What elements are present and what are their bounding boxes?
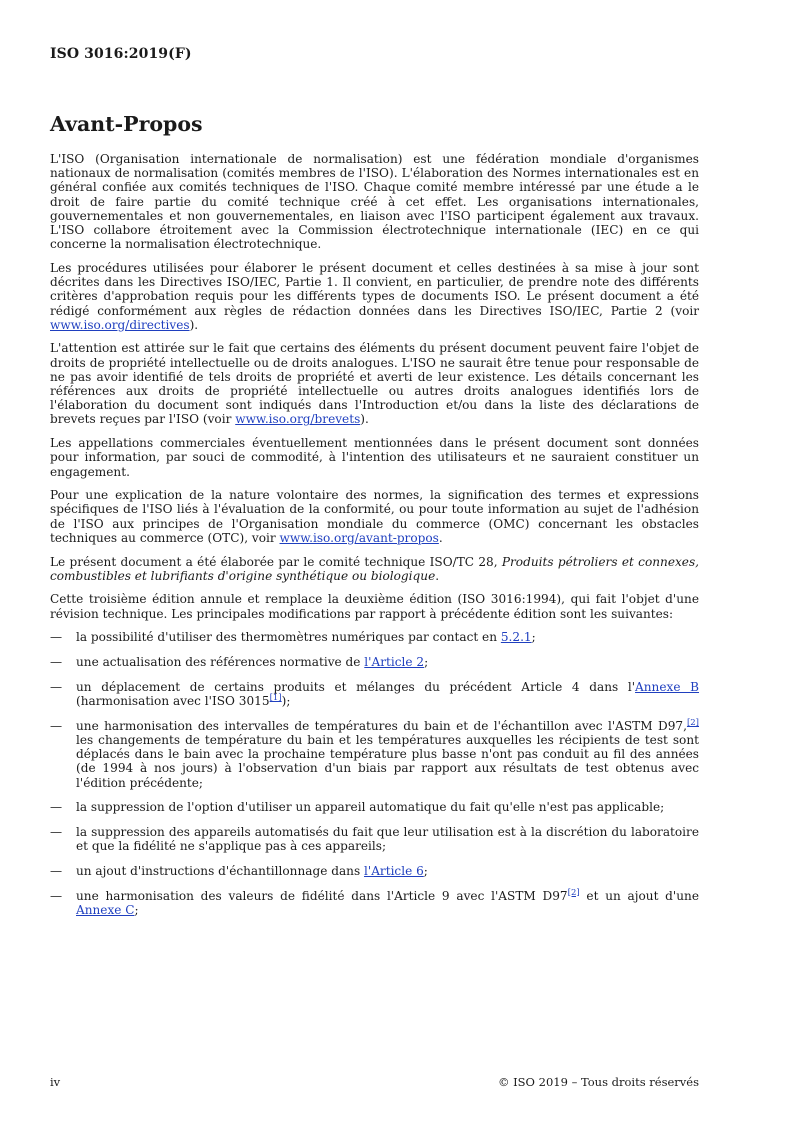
article-2-link[interactable]: l'Article 2: [364, 655, 425, 670]
annexe-b-link[interactable]: Annexe B: [635, 679, 699, 694]
dash-bullet: —: [50, 863, 63, 878]
text: la suppression des appareils automatisés du fait que leur utilisation est à la discrétion du laboratoire et que la fidélité ne s'applique pas à ces appareils;: [76, 824, 699, 854]
text: la suppression de l'option d'utiliser un appareil automatique du fait qu'elle n'est pas applicable;: [76, 800, 665, 815]
avant-propos-link[interactable]: www.iso.org/avant-propos: [279, 530, 439, 545]
text: la possibilité d'utiliser des thermomètres numériques par contact en: [76, 630, 501, 645]
paragraph: [50, 341, 699, 426]
dash-bullet: —: [50, 888, 63, 903]
clause-5-2-1-link[interactable]: 5.2.1: [500, 630, 532, 645]
dash-bullet: —: [50, 800, 63, 815]
paragraph: [50, 555, 699, 583]
document-id: ISO 3016:2019(F): [50, 46, 192, 62]
text: ;: [423, 863, 428, 878]
text: ).: [189, 317, 199, 332]
text: ;: [424, 655, 429, 670]
committee-title: Produits pétroliers et connexes, combustibles et lubrifiants d'origine synthétique ou biologique: [50, 554, 699, 583]
list-item: [50, 864, 699, 878]
paragraph: Les appellations commerciales éventuellement mentionnées dans le présent document sont données pour information, par souci de commodité, à l'intention des utilisateurs et ne sauraient constituer un engagement.: [50, 436, 699, 479]
text: un déplacement de certains produits et mélanges du précédent Article 4 dans l': [76, 679, 636, 694]
text: );: [281, 694, 291, 708]
dash-bullet: —: [50, 630, 63, 645]
article-6-link[interactable]: l'Article 6: [364, 863, 424, 878]
text: Pour une explication de la nature volontaire des normes, la signification des termes et expressions spécifiques de l'ISO liés à l'évaluation de la conformité, ou pour toute information au sujet de l'adhésion de l'ISO aux principes de l'Organisation mondiale du commerce (OMC) concernant les obstacles techniques au commerce (OTC), voir: [50, 488, 699, 545]
list-item: [50, 825, 699, 853]
list-item: [50, 889, 699, 917]
annexe-c-link[interactable]: Annexe C: [76, 902, 135, 917]
brevets-link[interactable]: www.iso.org/brevets: [235, 412, 361, 427]
changes-list: [50, 630, 699, 917]
dash-bullet: —: [50, 824, 63, 839]
reference-2-link[interactable]: [2]: [567, 887, 580, 898]
text: un ajout d'instructions d'échantillonnage dans: [76, 863, 364, 878]
text: Le présent document a été élaborée par le comité technique ISO/TC 28,: [50, 554, 502, 569]
list-item: [50, 800, 699, 814]
directives-link[interactable]: www.iso.org/directives: [50, 317, 190, 332]
text: Les procédures utilisées pour élaborer le présent document et celles destinées à sa mise à jour sont décrites dans les Directives ISO/IEC, Partie 1. Il convient, en particulier, de prendre note des différents critères d'approbation requis pour les différents types de documents ISO. Le présent document a été rédigé conformément aux règles de rédaction données dans les Directives ISO/IEC, Partie 2 (voir: [50, 260, 699, 318]
text: une actualisation des références normative de: [76, 655, 365, 670]
paragraph: Cette troisième édition annule et remplace la deuxième édition (ISO 3016:1994), qui fait l'objet d'une révision technique. Les principales modifications par rapport à précédente édition sont les suivantes:: [50, 592, 699, 621]
text: .: [438, 530, 443, 545]
list-item: [50, 655, 699, 669]
text: et un ajout d'une: [579, 888, 699, 903]
text: ;: [134, 902, 139, 917]
copyright-notice: © ISO 2019 – Tous droits réservés: [497, 1075, 699, 1089]
text: ;: [531, 630, 536, 645]
list-item: [50, 630, 699, 644]
list-item: [50, 719, 699, 790]
text: ).: [360, 412, 369, 427]
dash-bullet: —: [50, 679, 63, 694]
dash-bullet: —: [50, 655, 63, 670]
paragraph: L'ISO (Organisation internationale de normalisation) est une fédération mondiale d'organismes nationaux de normalisation (comités membres de l'ISO). L'élaboration des Normes internationales est en général confiée aux comités techniques de l'ISO. Chaque comité membre intéressé par une étude a le droit de faire partie du comité technique créé à cet effet. Les organisations internationales, gouvernementales et non gouvernementales, en liaison avec l'ISO participent également aux travaux. L'ISO collabore étroitement avec la Commission électrotechnique internationale (IEC) en ce qui concerne la normalisation électrotechnique.: [50, 152, 699, 252]
text: une harmonisation des intervalles de températures du bain et de l'échantillon avec l'ASTM D97,: [76, 718, 687, 733]
text: une harmonisation des valeurs de fidélité dans l'Article 9 avec l'ASTM D97: [76, 888, 568, 903]
document-body: [50, 152, 699, 927]
text: .: [435, 568, 440, 583]
page-title: Avant-Propos: [50, 112, 203, 136]
text: L'attention est attirée sur le fait que certains des éléments du présent document peuvent faire l'objet de droits de propriété intellectuelle ou de droits analogues. L'ISO ne saurait être tenue pour responsable de ne pas avoir identifié de tels droits de propriété et averti de leur existence. Les détails concernant les références aux droits de propriété intellectuelle ou autres droits analogues identifiés lors de l'élaboration du document sont indiqués dans l'Introduction et/ou dans la liste des déclarations de brevets reçues par l'ISO (voir: [50, 341, 699, 427]
list-item: [50, 680, 699, 708]
reference-1-link[interactable]: [1]: [269, 692, 282, 703]
text: (harmonisation avec l'ISO 3015: [76, 694, 270, 708]
paragraph: [50, 261, 699, 332]
text: les changements de température du bain et les températures auxquelles les récipients de test sont déplacés dans le bain avec la prochaine température plus basse n'ont pas conduit au fil des années (de 1994 à nos jours) à l'observation d'un biais par rapport aux résultats de test obtenus avec l'édition précédente;: [76, 732, 699, 790]
dash-bullet: —: [50, 718, 63, 733]
reference-2-link[interactable]: [2]: [686, 717, 699, 728]
page-number: iv: [50, 1075, 61, 1089]
paragraph: [50, 488, 699, 545]
